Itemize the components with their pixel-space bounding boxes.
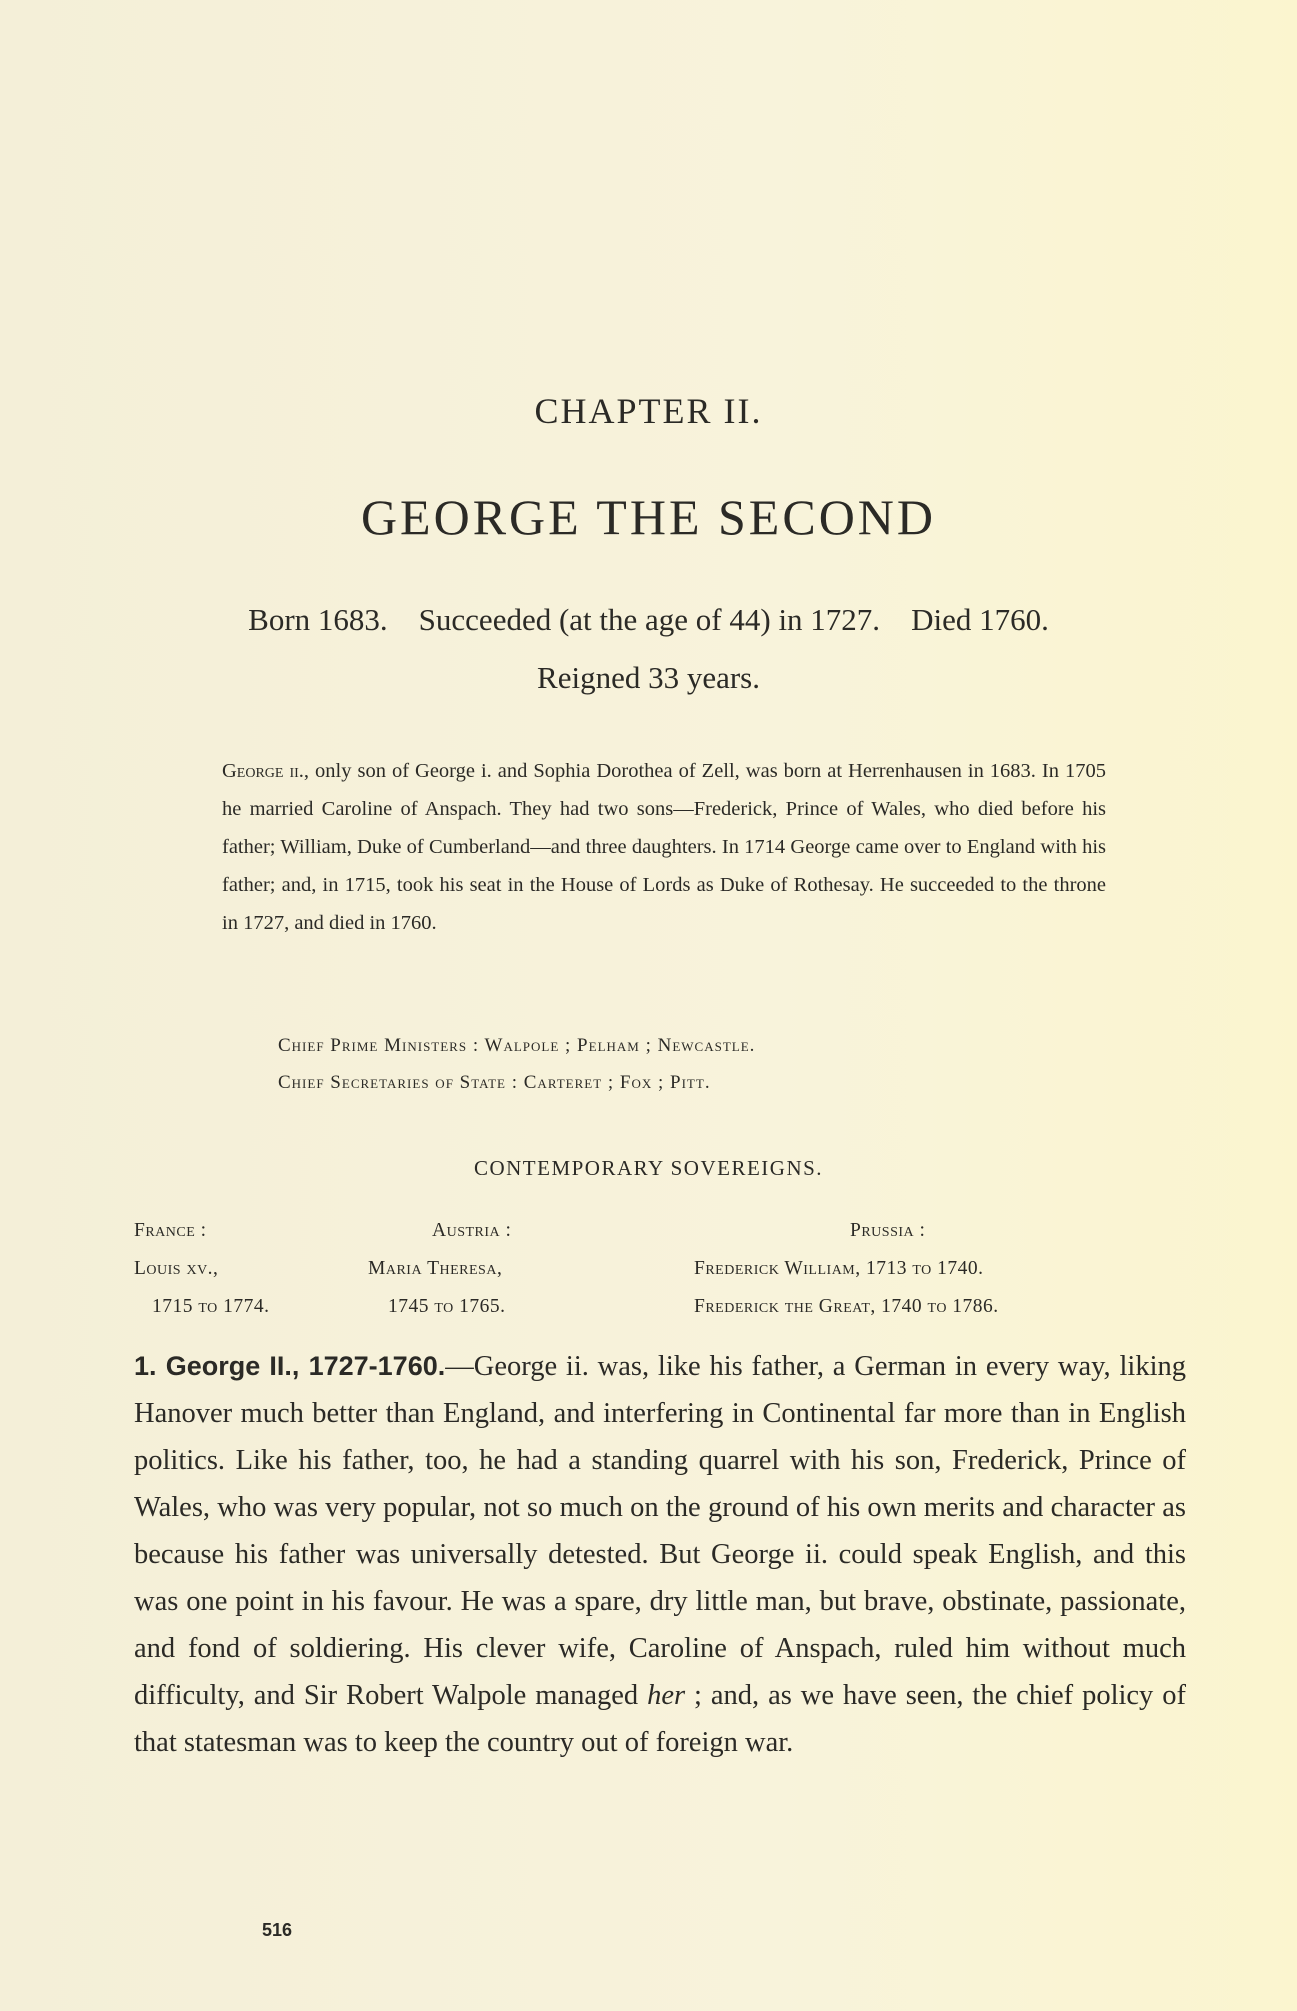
section-paragraph — [134, 1343, 1186, 1766]
sovereign-name: Louis xv., — [134, 1258, 219, 1279]
contemporary-sovereigns-heading: CONTEMPORARY SOVEREIGNS. — [473, 1156, 824, 1180]
died-date: Died 1760. — [911, 602, 1049, 637]
sovereign-austria — [368, 1212, 511, 1326]
section-heading: 1. George II., 1727-1760. — [134, 1351, 446, 1381]
summary-subject: George ii. — [222, 760, 304, 782]
summary-text: , only son of George i. and Sophia Dorothea of Zell, was born at Herrenhausen in 1683. In 1705 he married Caroline of Anspach. They had two sons—Frederick, Prince of Wales, who died before his father; William, Duke of Cumberland—and three daughters. In 1714 George came over to England with his father; and, in 1715, took his seat in the House of Lords as Duke of Rothesay. He succeeded to the throne in 1727, and died in 1760. — [222, 760, 1107, 934]
succeeded-date: Succeeded (at the age of 44) in 1727. — [418, 602, 881, 637]
sovereign-name: Maria Theresa, — [368, 1258, 503, 1279]
prime-ministers-line: Chief Prime Ministers : Walpole ; Pelham ; Newcastle. — [278, 1035, 756, 1056]
page-number: 516 — [262, 1920, 293, 1940]
sovereign-country: Prussia : — [850, 1220, 926, 1241]
sovereign-country: Austria : — [432, 1220, 512, 1241]
sovereign-country: France : — [134, 1220, 207, 1241]
sovereign-france — [134, 1212, 270, 1326]
emphasis-her: her — [647, 1680, 686, 1711]
sovereign-dates: 1715 to 1774. — [152, 1296, 270, 1317]
dates-line — [0, 602, 1297, 638]
sovereign-prussia — [694, 1212, 999, 1326]
sovereign-entry: Frederick the Great, 1740 to 1786. — [694, 1296, 999, 1317]
section-text-end: ; and, as we have seen, the chief policy of that statesman was to keep the country out of foreign war. — [134, 1680, 1186, 1758]
sovereign-dates: 1745 to 1765. — [388, 1296, 506, 1317]
secretaries-line: Chief Secretaries of State : Carteret ; Fox ; Pitt. — [278, 1072, 711, 1093]
chapter-heading: CHAPTER II. — [534, 391, 763, 431]
sovereign-entry: Frederick William, 1713 to 1740. — [694, 1258, 984, 1279]
section-text: —George ii. was, like his father, a German in every way, liking Hanover much better than England, and interfering in Continental far more than in English politics. Like his father, too, he had a standing quarrel with his son, Frederick, Prince of Wales, who was very popular, not so much on the ground of his own merits and character as because his father was universally detested. But George ii. could speak English, and this was one point in his favour. He was a spare, dry little man, but brave, obstinate, passionate, and fond of soldiering. His clever wife, Caroline of Anspach, ruled him without much difficulty, and Sir Robert Walpole managed — [134, 1351, 1186, 1711]
reign-length: Reigned 33 years. — [537, 660, 760, 695]
biographical-summary — [222, 752, 1106, 942]
born-date: Born 1683. — [248, 602, 388, 637]
chapter-title: GEORGE THE SECOND — [360, 489, 937, 545]
